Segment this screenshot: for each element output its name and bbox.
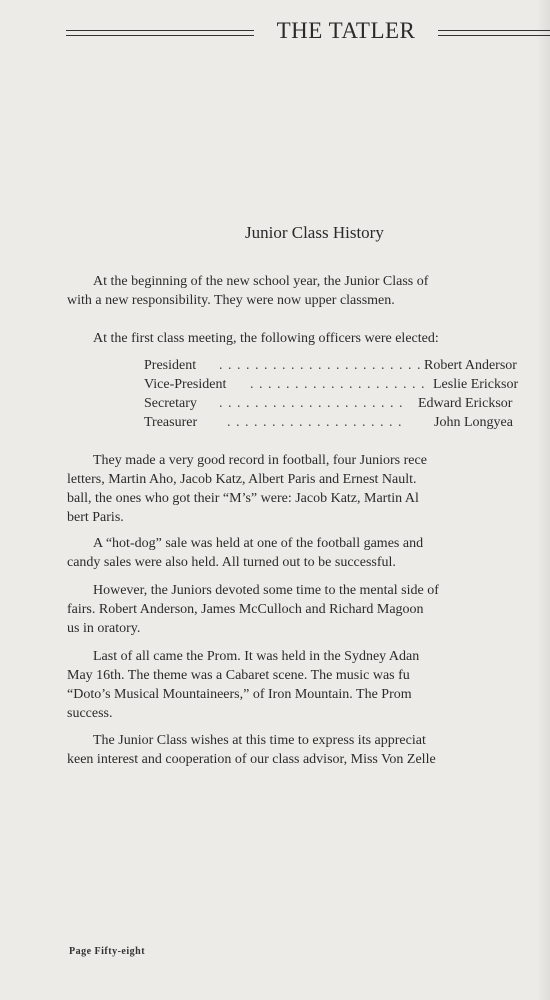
- text-line: At the beginning of the new school year, the Junior Class of: [93, 274, 429, 289]
- officer-name: Edward Ericksor: [418, 396, 513, 411]
- text-line: The Junior Class wishes at this time to express its appreciat: [93, 733, 426, 748]
- text-line: They made a very good record in football, four Juniors rece: [93, 453, 427, 468]
- officer-row: [0, 356, 550, 375]
- officer-title: Treasurer: [144, 415, 198, 430]
- masthead-rule-right: [438, 30, 550, 36]
- text-line: bert Paris.: [67, 510, 124, 525]
- officer-name: Leslie Ericksor: [433, 377, 519, 392]
- dot-leader: . . . . . . . . . . . . . . . . . . . .: [250, 377, 426, 392]
- text-line: “Doto’s Musical Mountaineers,” of Iron Mountain. The Prom: [67, 687, 412, 702]
- text-line: with a new responsibility. They were now upper classmen.: [67, 293, 395, 308]
- page-number: Page Fifty-eight: [69, 946, 146, 957]
- dot-leader: . . . . . . . . . . . . . . . . . . . . . . .: [219, 358, 422, 373]
- officer-title: President: [144, 358, 197, 373]
- article-title: Junior Class History: [245, 223, 384, 242]
- text-line: success.: [67, 706, 113, 721]
- text-line: fairs. Robert Anderson, James McCulloch and Richard Magoon: [67, 602, 424, 617]
- officers-list: [0, 356, 550, 436]
- officer-title: Secretary: [144, 396, 197, 411]
- officer-name: John Longyea: [434, 415, 513, 430]
- text-line: us in oratory.: [67, 621, 141, 636]
- masthead-rule-left: [66, 30, 254, 36]
- masthead-title: THE TATLER: [276, 18, 416, 43]
- text-line: However, the Juniors devoted some time to the mental side of: [93, 583, 439, 598]
- text-line: letters, Martin Aho, Jacob Katz, Albert Paris and Ernest Nault.: [67, 472, 417, 487]
- masthead: [66, 18, 550, 48]
- dot-leader: . . . . . . . . . . . . . . . . . . . .: [227, 415, 403, 430]
- officer-row: [0, 375, 550, 394]
- officer-row: [0, 394, 550, 413]
- officer-name: Robert Andersor: [424, 358, 517, 373]
- text-line: At the first class meeting, the following officers were elected:: [93, 331, 439, 346]
- text-line: A “hot-dog” sale was held at one of the football games and: [93, 536, 424, 551]
- page-edge-shadow: [536, 0, 550, 1000]
- text-line: Last of all came the Prom. It was held in the Sydney Adan: [93, 649, 420, 664]
- text-line: ball, the ones who got their “M’s” were: Jacob Katz, Martin Al: [67, 491, 419, 506]
- officer-row: [0, 413, 550, 432]
- text-line: candy sales were also held. All turned out to be successful.: [67, 555, 396, 570]
- text-line: keen interest and cooperation of our class advisor, Miss Von Zelle: [67, 752, 436, 767]
- text-line: May 16th. The theme was a Cabaret scene. The music was fu: [67, 668, 410, 683]
- dot-leader: . . . . . . . . . . . . . . . . . . . . .: [219, 396, 404, 411]
- officer-title: Vice-President: [144, 377, 227, 392]
